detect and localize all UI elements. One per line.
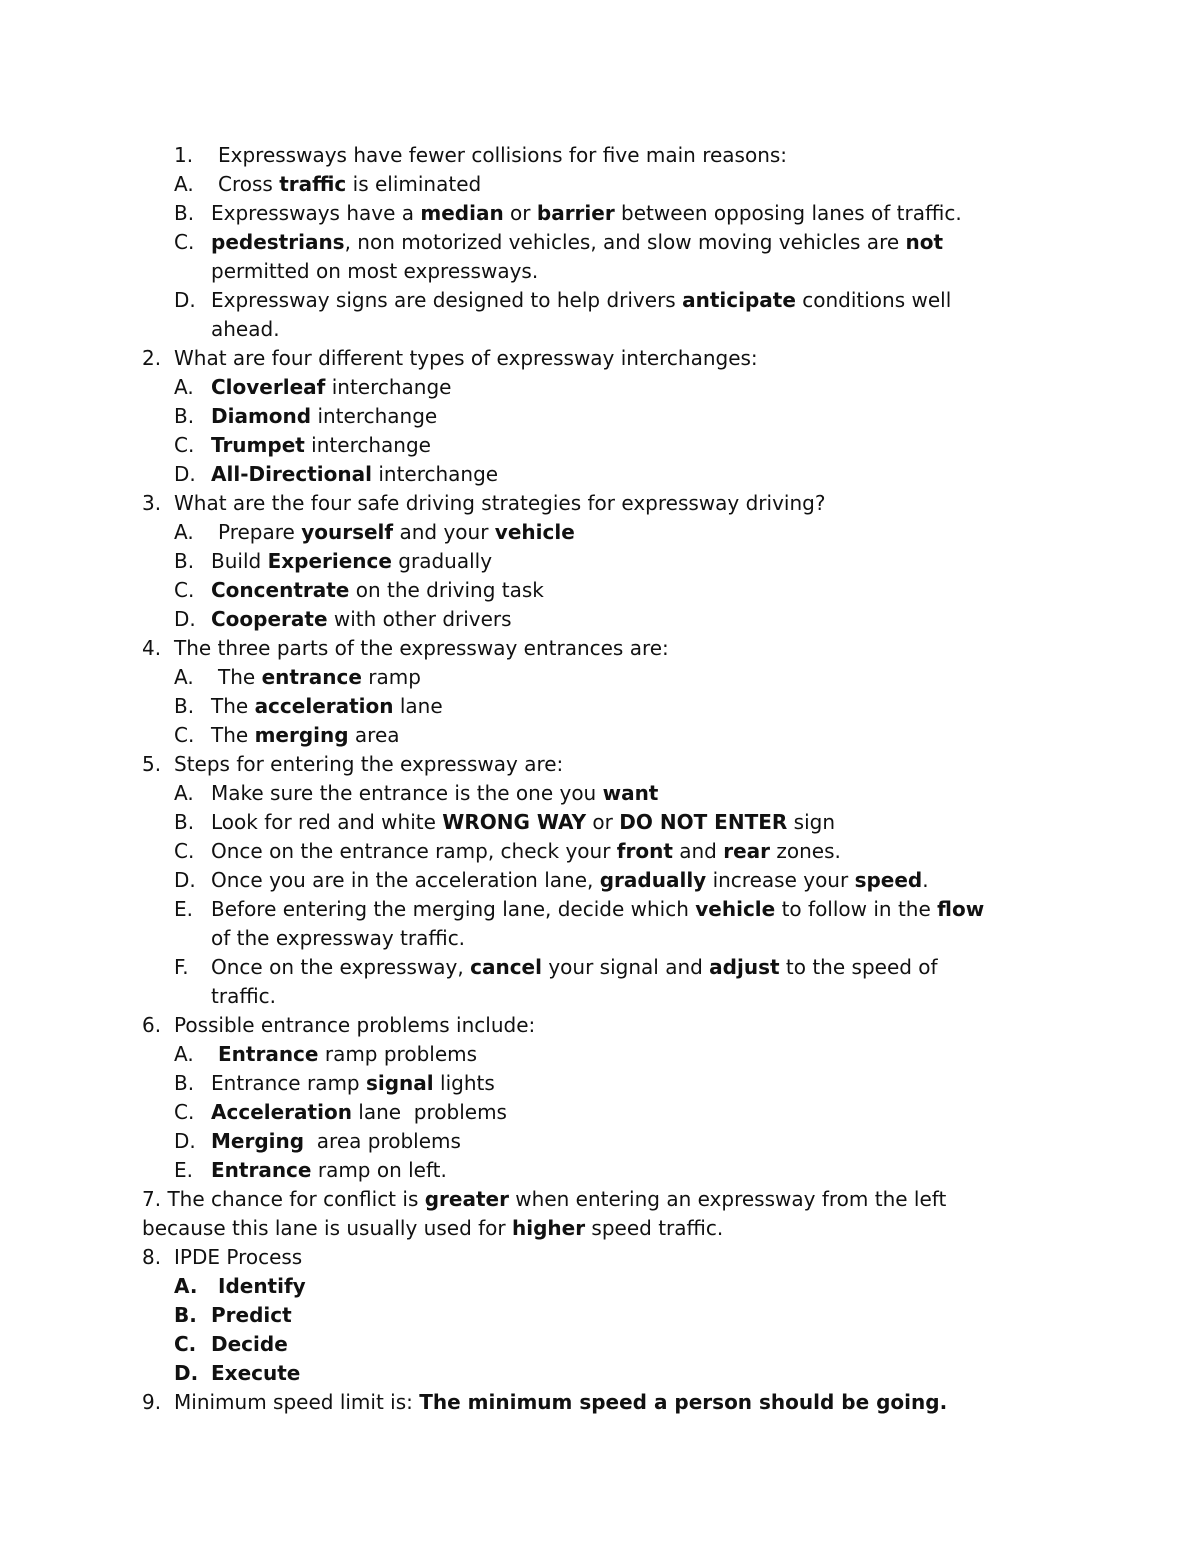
q2a-marker: A. [174,375,194,399]
q5e-marker: E. [174,897,193,921]
q4b-marker: B. [174,694,195,718]
q6c-text: Acceleration lane problems [211,1100,507,1124]
q1c-text: pedestrians, non motorized vehicles, and slow moving vehicles are not [211,230,944,254]
q3c-marker: C. [174,578,195,602]
q2-number: 2. [142,346,162,370]
q6-number: 6. [142,1013,162,1037]
q6e-marker: E. [174,1158,193,1182]
q4b-text: The acceleration lane [211,694,443,718]
q5a-marker: A. [174,781,194,805]
q4a-text: The entrance ramp [218,665,421,689]
q7-text: 7. The chance for conflict is greater when entering an expressway from the left [142,1187,947,1211]
q3d-marker: D. [174,607,196,631]
q1b-marker: B. [174,201,195,225]
q3-text: What are the four safe driving strategies for expressway driving? [174,491,826,515]
q1-number: 1. [174,143,194,167]
q6b-marker: B. [174,1071,195,1095]
q2d-marker: D. [174,462,196,486]
q6e-text: Entrance ramp on left. [211,1158,447,1182]
q8-text: IPDE Process [174,1245,303,1269]
q1-text: Expressways have fewer collisions for five main reasons: [218,143,788,167]
q8d-marker: D. [174,1361,199,1385]
q4c-marker: C. [174,723,195,747]
q5e-text: Before entering the merging lane, decide which vehicle to follow in the flow [211,897,985,921]
q8d-text: Execute [211,1361,301,1385]
q6a-marker: A. [174,1042,194,1066]
q4-text: The three parts of the expressway entrances are: [174,636,669,660]
q1b-text: Expressways have a median or barrier between opposing lanes of traffic. [211,201,962,225]
q5e-text-cont: of the expressway traffic. [211,926,466,950]
q2c-text: Trumpet interchange [211,433,431,457]
q3c-text: Concentrate on the driving task [211,578,544,602]
q2c-marker: C. [174,433,195,457]
q6c-marker: C. [174,1100,195,1124]
q5c-text: Once on the entrance ramp, check your front and rear zones. [211,839,841,863]
q4c-text: The merging area [211,723,400,747]
q8a-marker: A. [174,1274,198,1298]
q1d-marker: D. [174,288,196,312]
q6b-text: Entrance ramp signal lights [211,1071,495,1095]
q6-text: Possible entrance problems include: [174,1013,536,1037]
q8c-text: Decide [211,1332,288,1356]
q1a-text: Cross traffic is eliminated [218,172,482,196]
q6a-text: Entrance ramp problems [218,1042,478,1066]
q2-text: What are four different types of expressway interchanges: [174,346,758,370]
q5a-text: Make sure the entrance is the one you want [211,781,659,805]
q8c-marker: C. [174,1332,197,1356]
q3d-text: Cooperate with other drivers [211,607,512,631]
q7-text-cont: because this lane is usually used for higher speed traffic. [142,1216,724,1240]
q5-text: Steps for entering the expressway are: [174,752,564,776]
q5-number: 5. [142,752,162,776]
q5c-marker: C. [174,839,195,863]
q1a-marker: A. [174,172,194,196]
q3a-text: Prepare yourself and your vehicle [218,520,575,544]
q1d-text-cont: ahead. [211,317,280,341]
q5b-marker: B. [174,810,195,834]
q9-number: 9. [142,1390,162,1414]
q3b-text: Build Experience gradually [211,549,493,573]
q2a-text: Cloverleaf interchange [211,375,452,399]
q2d-text: All-Directional interchange [211,462,499,486]
q8a-text: Identify [218,1274,306,1298]
q8-number: 8. [142,1245,162,1269]
q3b-marker: B. [174,549,195,573]
q8b-marker: B. [174,1303,197,1327]
q5d-marker: D. [174,868,196,892]
q1d-text: Expressway signs are designed to help drivers anticipate conditions well [211,288,952,312]
q3-number: 3. [142,491,162,515]
q9-text: Minimum speed limit is: The minimum speed a person should be going. [174,1390,948,1414]
q3a-marker: A. [174,520,194,544]
q2b-marker: B. [174,404,195,428]
q5f-text-cont: traffic. [211,984,277,1008]
q5b-text: Look for red and white WRONG WAY or DO NOT ENTER sign [211,810,836,834]
q5f-marker: F. [174,955,189,979]
q1c-text-cont: permitted on most expressways. [211,259,539,283]
q1c-marker: C. [174,230,195,254]
q6d-text: Merging area problems [211,1129,461,1153]
q5d-text: Once you are in the acceleration lane, gradually increase your speed. [211,868,929,892]
q8b-text: Predict [211,1303,292,1327]
q2b-text: Diamond interchange [211,404,438,428]
q5f-text: Once on the expressway, cancel your signal and adjust to the speed of [211,955,938,979]
q6d-marker: D. [174,1129,196,1153]
q4-number: 4. [142,636,162,660]
q4a-marker: A. [174,665,194,689]
